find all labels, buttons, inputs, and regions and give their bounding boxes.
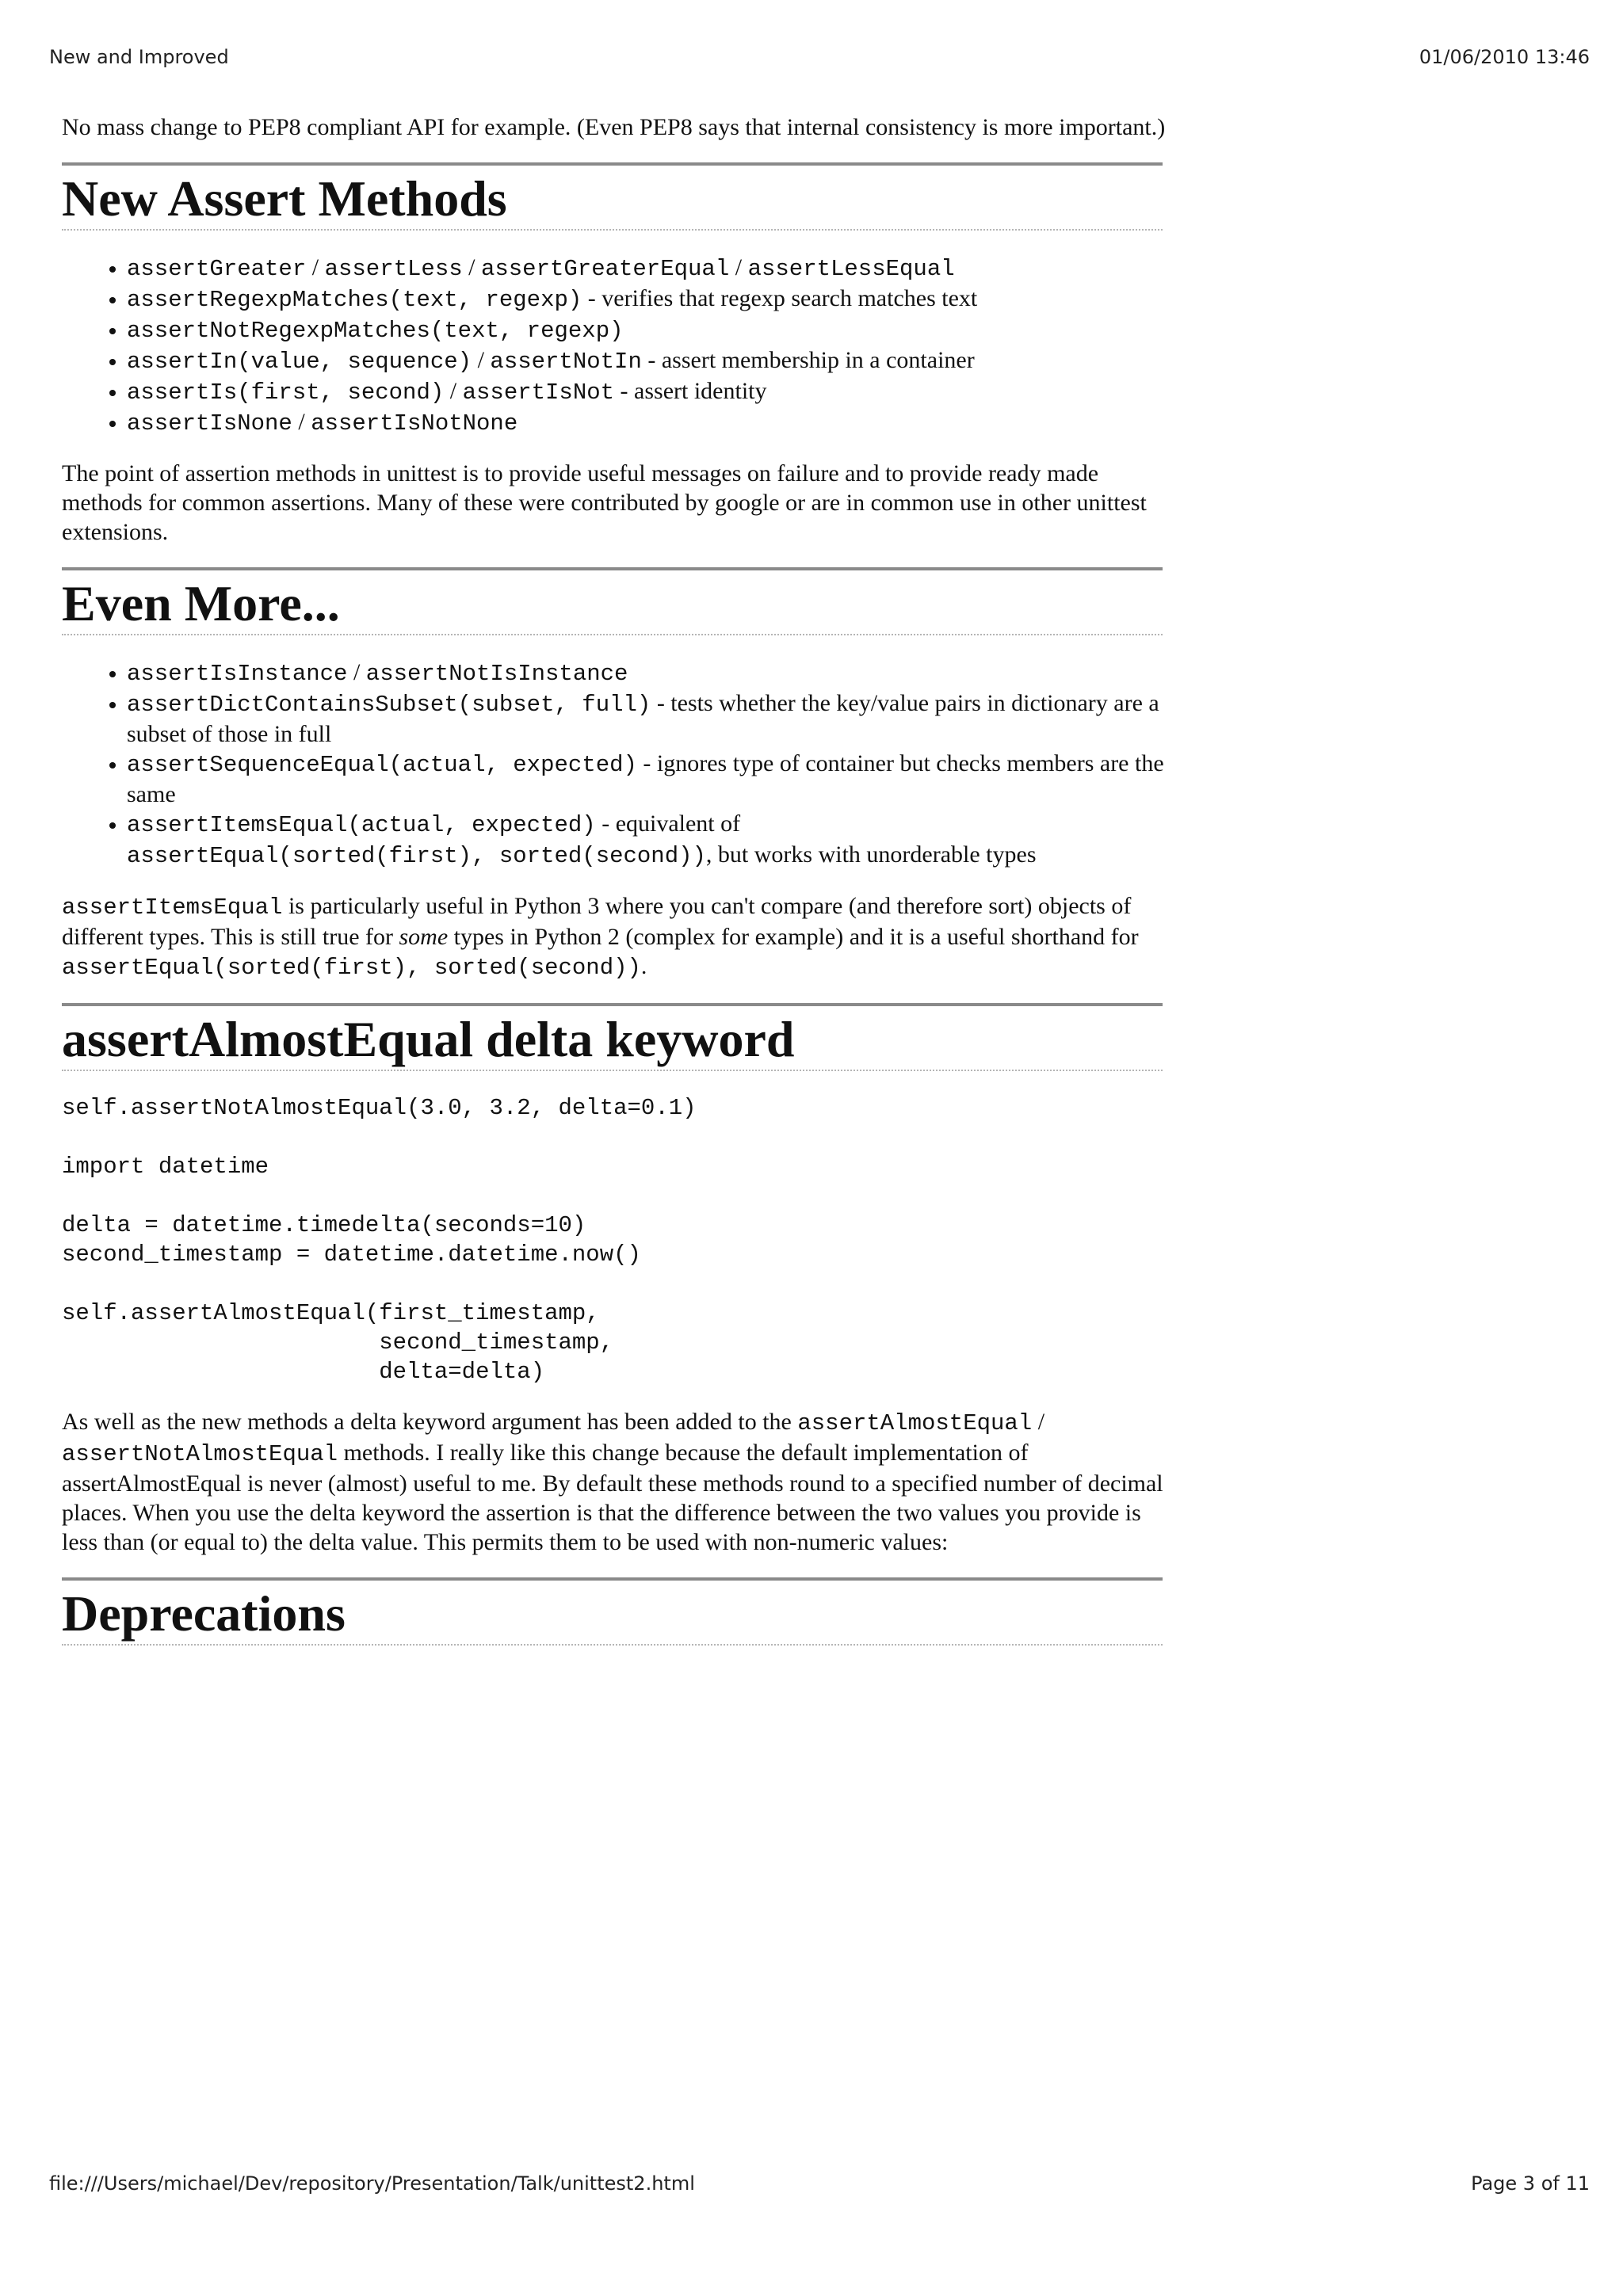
text: - verifies that regexp search matches text [582,285,978,311]
code-text: assertEqual(sorted(first), sorted(second)) [62,955,641,981]
code-text: assertNotRegexpMatches(text, regexp) [127,318,624,344]
text: / [347,659,366,685]
footer-path: file:///Users/michael/Dev/repository/Presentation/Talk/unittest2.html [49,2172,695,2195]
assert-methods-paragraph: The point of assertion methods in unittest is to provide useful messages on failure and to provide ready made methods for common assertions. Many of these were contributed by google or are in common use in other unittest extensions. [62,460,1147,545]
code-text: assertLess [324,256,463,282]
code-text: assertGreater [127,256,307,282]
code-text: assertIsInstance [127,661,348,687]
text: - ignores type of container but checks members are the same [127,750,1164,807]
section-heading-deprecations: Deprecations [62,1577,1163,1646]
code-text: assertGreaterEqual [480,256,730,282]
list-item [127,407,1171,438]
text: / [292,409,311,435]
code-text: assertIn(value, sequence) [127,349,472,375]
text: / [444,378,463,404]
section-heading-delta-keyword: assertAlmostEqual delta keyword [62,1003,1163,1071]
text: - tests whether the key/value pairs in dictionary are a subset of those in full [127,690,1159,747]
text: methods. I really like this change because the default implementation of assertAlmostEqual is never (almost) useful to me. By default these methods round to a specified number of decimal places. When you use the delta keyword the assertion is that the difference between the two values you provide is less than (or equal to) the delta value. This permits them to be used with non-numeric values: [62,1440,1163,1555]
text: is particularly useful in Python 3 where you can't compare (and therefore sort) objects of different types. This is still true for [62,893,1132,950]
emphasis-text: some [399,924,449,950]
text: / [462,254,481,280]
code-text: assertLessEqual [747,256,955,282]
text: . [640,953,647,979]
list-item [127,749,1171,809]
header-datetime: 01/06/2010 13:46 [1419,46,1590,68]
page-content [62,113,1171,1668]
new-assert-methods-list [62,253,1171,438]
code-text: assertIs(first, second) [127,379,445,406]
code-text: assertNotIn [490,349,642,375]
code-text: assertEqual(sorted(first), sorted(second)) [127,843,706,869]
section-heading-new-assert-methods: New Assert Methods [62,162,1163,231]
code-block: self.assertNotAlmostEqual(3.0, 3.2, delta=0.1) import datetime delta = datetime.timedelta(seconds=10) second_timestamp = datetime.datetime.now() self.assertAlmostEqual(first_timestamp, second_timestamp, delta=delta) [62,1095,697,1385]
code-text: assertIsNot [462,379,615,406]
code-text: assertIsNone [127,410,292,437]
list-item [127,688,1171,749]
list-item [127,253,1171,284]
code-text: assertRegexpMatches(text, regexp) [127,287,582,313]
text: - assert identity [614,378,767,404]
text: - assert membership in a container [641,347,975,373]
intro-paragraph: No mass change to PEP8 compliant API for example. (Even PEP8 says that internal consistency is more important.) [62,114,1166,140]
code-text: assertIsNotNone [311,410,518,437]
code-text: assertDictContainsSubset(subset, full) [127,692,651,718]
header-title: New and Improved [49,46,229,68]
list-item [127,345,1171,376]
footer-page-number: Page 3 of 11 [1471,2172,1590,2195]
text: - equivalent of [595,810,741,837]
text: / [306,254,325,280]
list-item [127,284,1171,315]
text: types in Python 2 (complex for example) and it is a useful shorthand for [448,924,1139,950]
even-more-list [62,658,1171,871]
list-item [127,315,1171,345]
code-text: assertNotAlmostEqual [62,1441,338,1467]
list-item [127,658,1171,688]
code-text: assertItemsEqual [62,894,283,921]
text: As well as the new methods a delta keyword argument has been added to the [62,1409,798,1435]
code-text: assertItemsEqual(actual, expected) [127,812,596,838]
print-header [49,46,1590,68]
section-heading-even-more: Even More... [62,567,1163,635]
code-text: assertAlmostEqual [797,1410,1033,1436]
print-footer [49,2172,1590,2195]
text: / [1032,1409,1045,1435]
text: / [729,254,748,280]
text: , but works with unorderable types [705,841,1037,868]
list-item [127,376,1171,407]
list-item [127,809,1171,871]
delta-keyword-paragraph [62,1407,1171,1557]
text: / [472,347,491,373]
items-equal-paragraph [62,891,1171,982]
code-text: assertSequenceEqual(actual, expected) [127,752,637,778]
code-text: assertNotIsInstance [365,661,628,687]
